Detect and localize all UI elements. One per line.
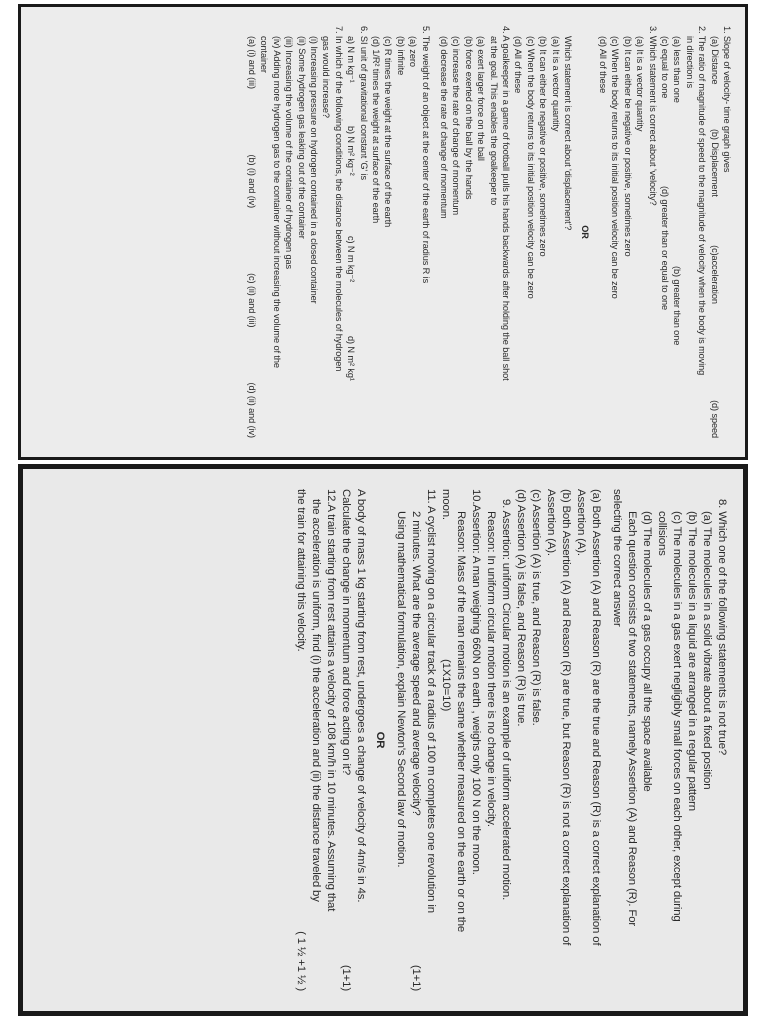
q5-option-d: (d) 1/R² times the weight at surface of the earth xyxy=(371,36,382,224)
q7-stem-line1: 7. In which of the following conditions, the distance between the molecules of hydrogen xyxy=(333,26,344,372)
q11-or-line2: Calculate the change in momentum and force acting on it? xyxy=(340,489,352,776)
q6-option-d: d) N m² kg¹ xyxy=(346,336,357,381)
q7-options xyxy=(246,26,258,438)
q11-line2: 2 minutes. What are the average speed and average velocity? xyxy=(410,511,422,816)
q3-stem: 3. Which statement is correct about 'velocity? xyxy=(647,26,658,206)
q3-or-option-d: (d) All of these xyxy=(513,36,524,94)
q7-item-4-cont: container xyxy=(259,36,270,73)
assertion-instructions-line1: Each question consists of two statements, namely Assertion (A) and Reason (R). For xyxy=(626,511,638,927)
q4-option-d: (d) decrease the rate of change of momentum xyxy=(439,36,450,219)
or-divider-top: OR xyxy=(579,225,590,239)
q8-option-d: (d) The molecules of a gas occupy all the space available xyxy=(641,511,653,792)
q8-option-b: (b) The molecules in a liquid are arranged in a regular pattern xyxy=(686,511,698,811)
ar-option-c: (c) Assertion (A) is true, and Reason (R) is false. xyxy=(530,489,542,726)
q7-option-b: (b) (i) and (iv) xyxy=(246,154,257,209)
q11-line2-row xyxy=(408,489,423,991)
q9-reason: Reason: In uniform circular motion there is no change in velocity. xyxy=(485,511,497,827)
q1-option-a: (a) Distance xyxy=(709,36,720,85)
q5-option-a: (a) zero xyxy=(408,36,419,67)
q3-or-stem: Which statement is correct about 'displacement'? xyxy=(563,36,574,231)
question-sheet-top-content xyxy=(25,12,741,452)
question-sheet-bottom xyxy=(18,464,748,1016)
q5-option-b: (b) infinite xyxy=(395,36,406,76)
q7-option-c: (c) (ii) and (iii) xyxy=(246,273,257,328)
q1-stem: 1. Slope of velocity- time graph gives xyxy=(722,26,732,173)
q2-option-a: (a) less than one xyxy=(672,36,683,103)
q5-option-c: (c) R times the weight at the surface of the earth xyxy=(383,36,394,228)
q10-assertion: 10.Assertion: A man weighing 660N on earth , weighs only 100 N on the moon. xyxy=(470,489,482,875)
q1-option-b: (b) Displacement xyxy=(709,128,720,197)
ar-option-b: (b) Both Assertion (A) and Reason (R) are true, but Reason (R) is not a correct explanation of xyxy=(560,489,572,946)
q6-options xyxy=(345,26,357,438)
q4-stem-line1: 4. A goalkeeper in a game of football pulls his hands backwards after holding the ball shot xyxy=(501,26,512,381)
q8-option-a: (a) The molecules in a solid vibrate about a fixed position xyxy=(701,511,713,790)
q12-line3: the train for attaining this velocity. xyxy=(295,489,307,652)
q2-stem-line1: 2. The ratio of magnitude of speed to the magnitude of velocity when the body is moving xyxy=(697,26,708,376)
question-sheet-top xyxy=(18,4,748,460)
q3-or-option-a: (a) It is a vector quantity xyxy=(550,36,561,132)
question-sheet-bottom-content xyxy=(27,473,739,1007)
q9-assertion: 9. Assertion: uniform Circular motion is an example of uniform accelerated motion. xyxy=(500,499,512,901)
q12-line3-row xyxy=(293,489,308,991)
ar-option-a-cont: Assertion (A). xyxy=(575,489,587,556)
or-divider-bottom: OR xyxy=(374,731,386,749)
q1-option-c: (c)acceleration xyxy=(709,245,720,304)
q2-option-b: (b) greater than one xyxy=(672,266,683,346)
assertion-instructions-line2: selecting the correct answer xyxy=(611,489,623,627)
ar-option-a: (a) Both Assertion (A) and Reason (R) are the true and Reason (R) is a correct explanation of xyxy=(590,489,602,946)
q3-option-d: (d) All of these xyxy=(597,36,608,94)
q10-reason-cont-row xyxy=(438,489,453,991)
q7-item-4: (iv) Adding more hydrogen gas to the container without increasing the volume of the xyxy=(271,36,282,368)
q7-option-d: (d) (ii) and (iv) xyxy=(246,382,257,438)
q7-item-3: (iii) Increasing the volume of the container of hydrogen gas xyxy=(284,36,295,270)
q6-option-b: b) N m² kg⁻² xyxy=(346,126,357,176)
q4-option-b: (b) force exerted on the ball by the hands xyxy=(463,36,474,200)
q7-option-a: (a) (i) and (iii) xyxy=(246,36,257,89)
q11-line3: Using mathematical formulation, explain Newton's Second law of motion. xyxy=(395,511,407,868)
q2-options-row2 xyxy=(659,26,671,438)
q1-option-d: (d) speed xyxy=(709,400,720,438)
q2-stem-line2: in direction is xyxy=(684,36,695,89)
q6-stem: 6. SI unit of gravitational constant 'G' is xyxy=(358,26,369,180)
ar-option-d: (d) Assertion (A) is false, and Reason (R) is true. xyxy=(515,489,527,727)
q4-stem-line2: at the goal. This enables the goalkeeper to xyxy=(488,36,499,206)
q7-item-1: (i) Increasing pressure on hydrogen contained in a closed container xyxy=(309,36,319,304)
q8-option-c: (c) The molecules in a gas exert negligibly small forces on each other, except during xyxy=(671,511,683,922)
q12-line1: 12.A train starting from rest attains a velocity of 108 km/h in 10 minutes. Assuming that xyxy=(325,489,337,912)
q2-option-c: (c) equal to one xyxy=(659,36,670,99)
q5-stem: 5. The weight of an object at the center of the earth of radius R is xyxy=(420,26,431,284)
q3-or-option-b: (b) It can either be negative or positive, sometimes zero xyxy=(538,36,549,257)
q4-option-c: (c) increase the rate of change of momentum xyxy=(451,36,462,216)
q11-or-line1: A body of mass 1 kg starting from rest, undergoes a change of velocity of 4m/s in 4s. xyxy=(355,489,367,903)
q1-options xyxy=(708,26,720,438)
q11-line1: 11. A cyclist moving on a circular track of a radius of 100 m completes one revolution in xyxy=(425,489,437,913)
q10-reason: Reason: Mass of the man remains the same whether measured on the earth or on the xyxy=(455,511,467,933)
q12-marks: ( 1 ½ +1 ½ ) xyxy=(295,931,307,991)
q6-option-c: c) N m kg⁻² xyxy=(346,236,357,283)
q4-option-a: (a) exert larger force on the ball xyxy=(476,36,487,161)
q12-line2: the acceleration is uniform, find (i) the acceleration and (ii) the distance traveled by xyxy=(310,499,322,902)
q11-or-marks: (1+1) xyxy=(340,964,352,991)
q11-marks: (1+1) xyxy=(410,964,422,991)
q3-option-b: (b) It can either be negative or positive, sometimes zero xyxy=(622,36,633,257)
ar-option-b-cont: Assertion (A). xyxy=(545,489,557,556)
q3-option-c: (c) When the body returns to its initial position velocity can be zero xyxy=(610,36,621,299)
q2-option-d: (d) greater than or equal to one xyxy=(659,186,670,310)
q11-or-line2-row xyxy=(338,489,353,991)
q3-or-option-c: (c) When the body returns to its initial position velocity can be zero xyxy=(525,36,536,299)
q3-option-a: (a) It is a vector quantity xyxy=(635,36,646,132)
q7-stem-line2: gas would increase? xyxy=(321,36,332,118)
q6-option-a: a) N m kg⁻¹ xyxy=(346,36,357,83)
q8-option-c-cont: collisions xyxy=(656,511,668,556)
q2-options-row1 xyxy=(671,26,683,438)
q10-reason-cont: moon. xyxy=(440,489,452,520)
q7-item-2: (ii) Some hydrogen gas leaking out of the container xyxy=(296,36,307,239)
q10-marks: (1X10=10) xyxy=(440,659,452,712)
q8-stem: 8. Which one of the following statements is not true? xyxy=(716,499,728,756)
